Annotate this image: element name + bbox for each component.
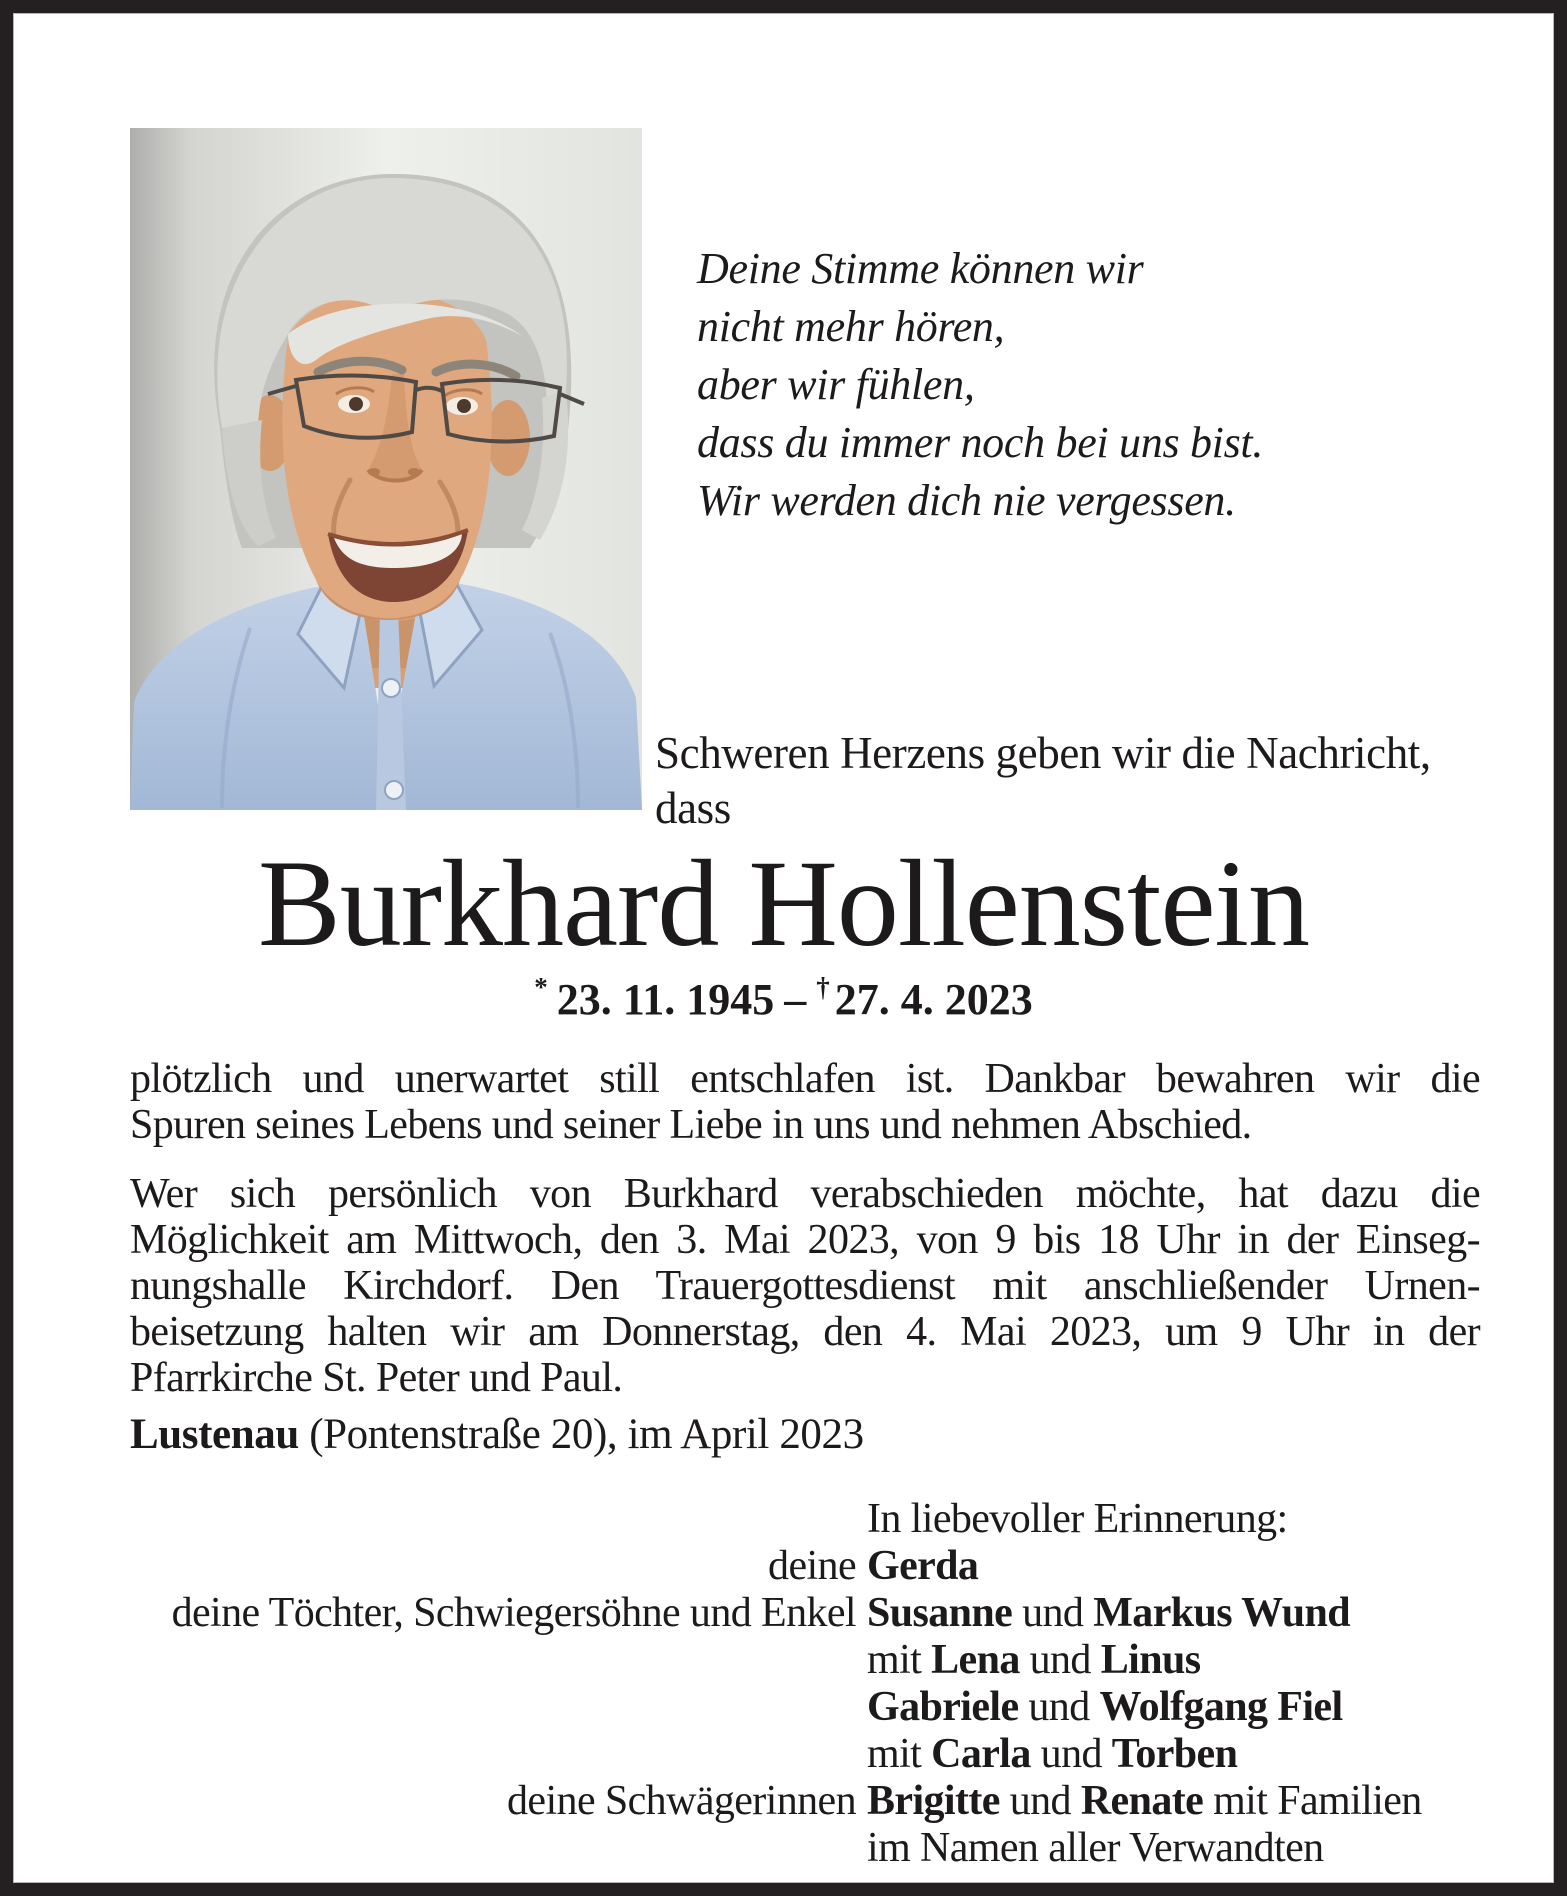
text-line: nicht mehr hören, [697,302,1005,351]
mourner-names [856,1590,1350,1637]
mourner-text: mit [867,1731,932,1777]
mourner-text: und [1019,1637,1101,1683]
mourner-name: Torben [1111,1731,1238,1777]
mourner-relation: deine Schwägerinnen [507,1778,856,1824]
mourner-text: In liebevoller Erinnerung: [867,1496,1288,1542]
mourner-names [856,1778,1422,1825]
mourner-row [60,1684,1508,1731]
mourner-text: mit Familien [1203,1778,1422,1824]
mourner-row [60,1496,1508,1543]
mourner-row [60,1590,1508,1637]
mourner-names [856,1496,1288,1543]
mourner-name: Carla [931,1731,1031,1777]
mourner-names [856,1825,1324,1872]
mourner-row [60,1825,1508,1872]
text-line: plötzlich und unerwartet still entschlafen ist. Dankbar bewahren wir die [130,1056,1480,1102]
mourner-relation [60,1684,856,1731]
place-and-date-line [130,1410,864,1459]
mourner-relation [60,1825,856,1872]
mourner-name: Markus Wund [1093,1590,1351,1636]
mourner-row [60,1637,1508,1684]
mourner-name: Lena [931,1637,1020,1683]
text-line: Wer sich persönlich von Burkhard verabschieden möchte, hat dazu die [130,1171,1480,1217]
memorial-poem [697,240,1263,530]
mourner-relation: deine [768,1543,856,1589]
mourner-row [60,1731,1508,1778]
mourner-relation [60,1496,856,1543]
text-line: dass [655,783,731,833]
mourner-text: und [1030,1731,1112,1777]
text-line: Pfarrkirche St. Peter und Paul. [130,1355,623,1401]
text-line: Schweren Herzens geben wir die Nachricht, [655,728,1431,778]
mourner-text: und [1018,1684,1100,1730]
mourner-row [60,1778,1508,1825]
mourner-names [856,1543,978,1590]
mourner-text: und [1012,1590,1094,1636]
death-symbol: † [816,972,830,1002]
announcement-intro [655,726,1431,836]
mourner-name: Linus [1100,1637,1201,1683]
death-date: 27. 4. 2023 [834,975,1033,1024]
mourner-name: Renate [1080,1778,1204,1824]
mourner-name: Gabriele [867,1684,1019,1730]
text-line: aber wir fühlen, [697,360,975,409]
life-dates [0,972,1567,1025]
mourner-name: Susanne [867,1590,1013,1636]
text-line: beisetzung halten wir am Donnerstag, den 4. Mai 2023, um 9 Uhr in der [130,1309,1480,1355]
mourner-row [60,1543,1508,1590]
deceased-name: Burkhard Hollenstein [257,835,1309,972]
mourner-relation [60,1637,856,1684]
text-line: Wir werden dich nie vergessen. [697,476,1236,525]
mourner-text: und [999,1778,1081,1824]
mourner-text: im Namen aller Verwandten [867,1825,1324,1871]
text-line: Deine Stimme können wir [697,244,1144,293]
mourner-relation: deine Töchter, Schwiegersöhne und Enkel [171,1590,856,1636]
mourner-name: Brigitte [867,1778,1000,1824]
text-line: dass du immer noch bei uns bist. [697,418,1264,467]
text-line: Spuren seines Lebens und seiner Liebe in uns und nehmen Abschied. [130,1102,1252,1148]
place-rest: (Pontenstraße 20), im April 2023 [298,1411,864,1458]
mourner-name: Wolfgang Fiel [1099,1684,1343,1730]
mourner-relation [60,1731,856,1778]
mourner-names [856,1731,1237,1778]
place-name: Lustenau [130,1411,299,1458]
announcement-paragraph-1 [130,1056,1480,1148]
announcement-paragraph-2 [130,1171,1480,1401]
portrait-photo [130,128,642,810]
mourner-names [856,1637,1201,1684]
birth-date: 23. 11. 1945 [556,975,775,1024]
mourner-names [856,1684,1343,1731]
mourners-list [60,1496,1508,1872]
text-line: Möglichkeit am Mittwoch, den 3. Mai 2023, von 9 bis 18 Uhr in der Einseg- [130,1217,1480,1263]
birth-symbol: * [534,972,548,1002]
dates-separator: – [784,975,807,1024]
mourner-text: mit [867,1637,932,1683]
mourner-name: Gerda [867,1543,979,1589]
text-line: nungshalle Kirchdorf. Den Trauergottesdienst mit anschließender Urnen- [130,1263,1480,1309]
portrait-illustration [130,128,642,810]
